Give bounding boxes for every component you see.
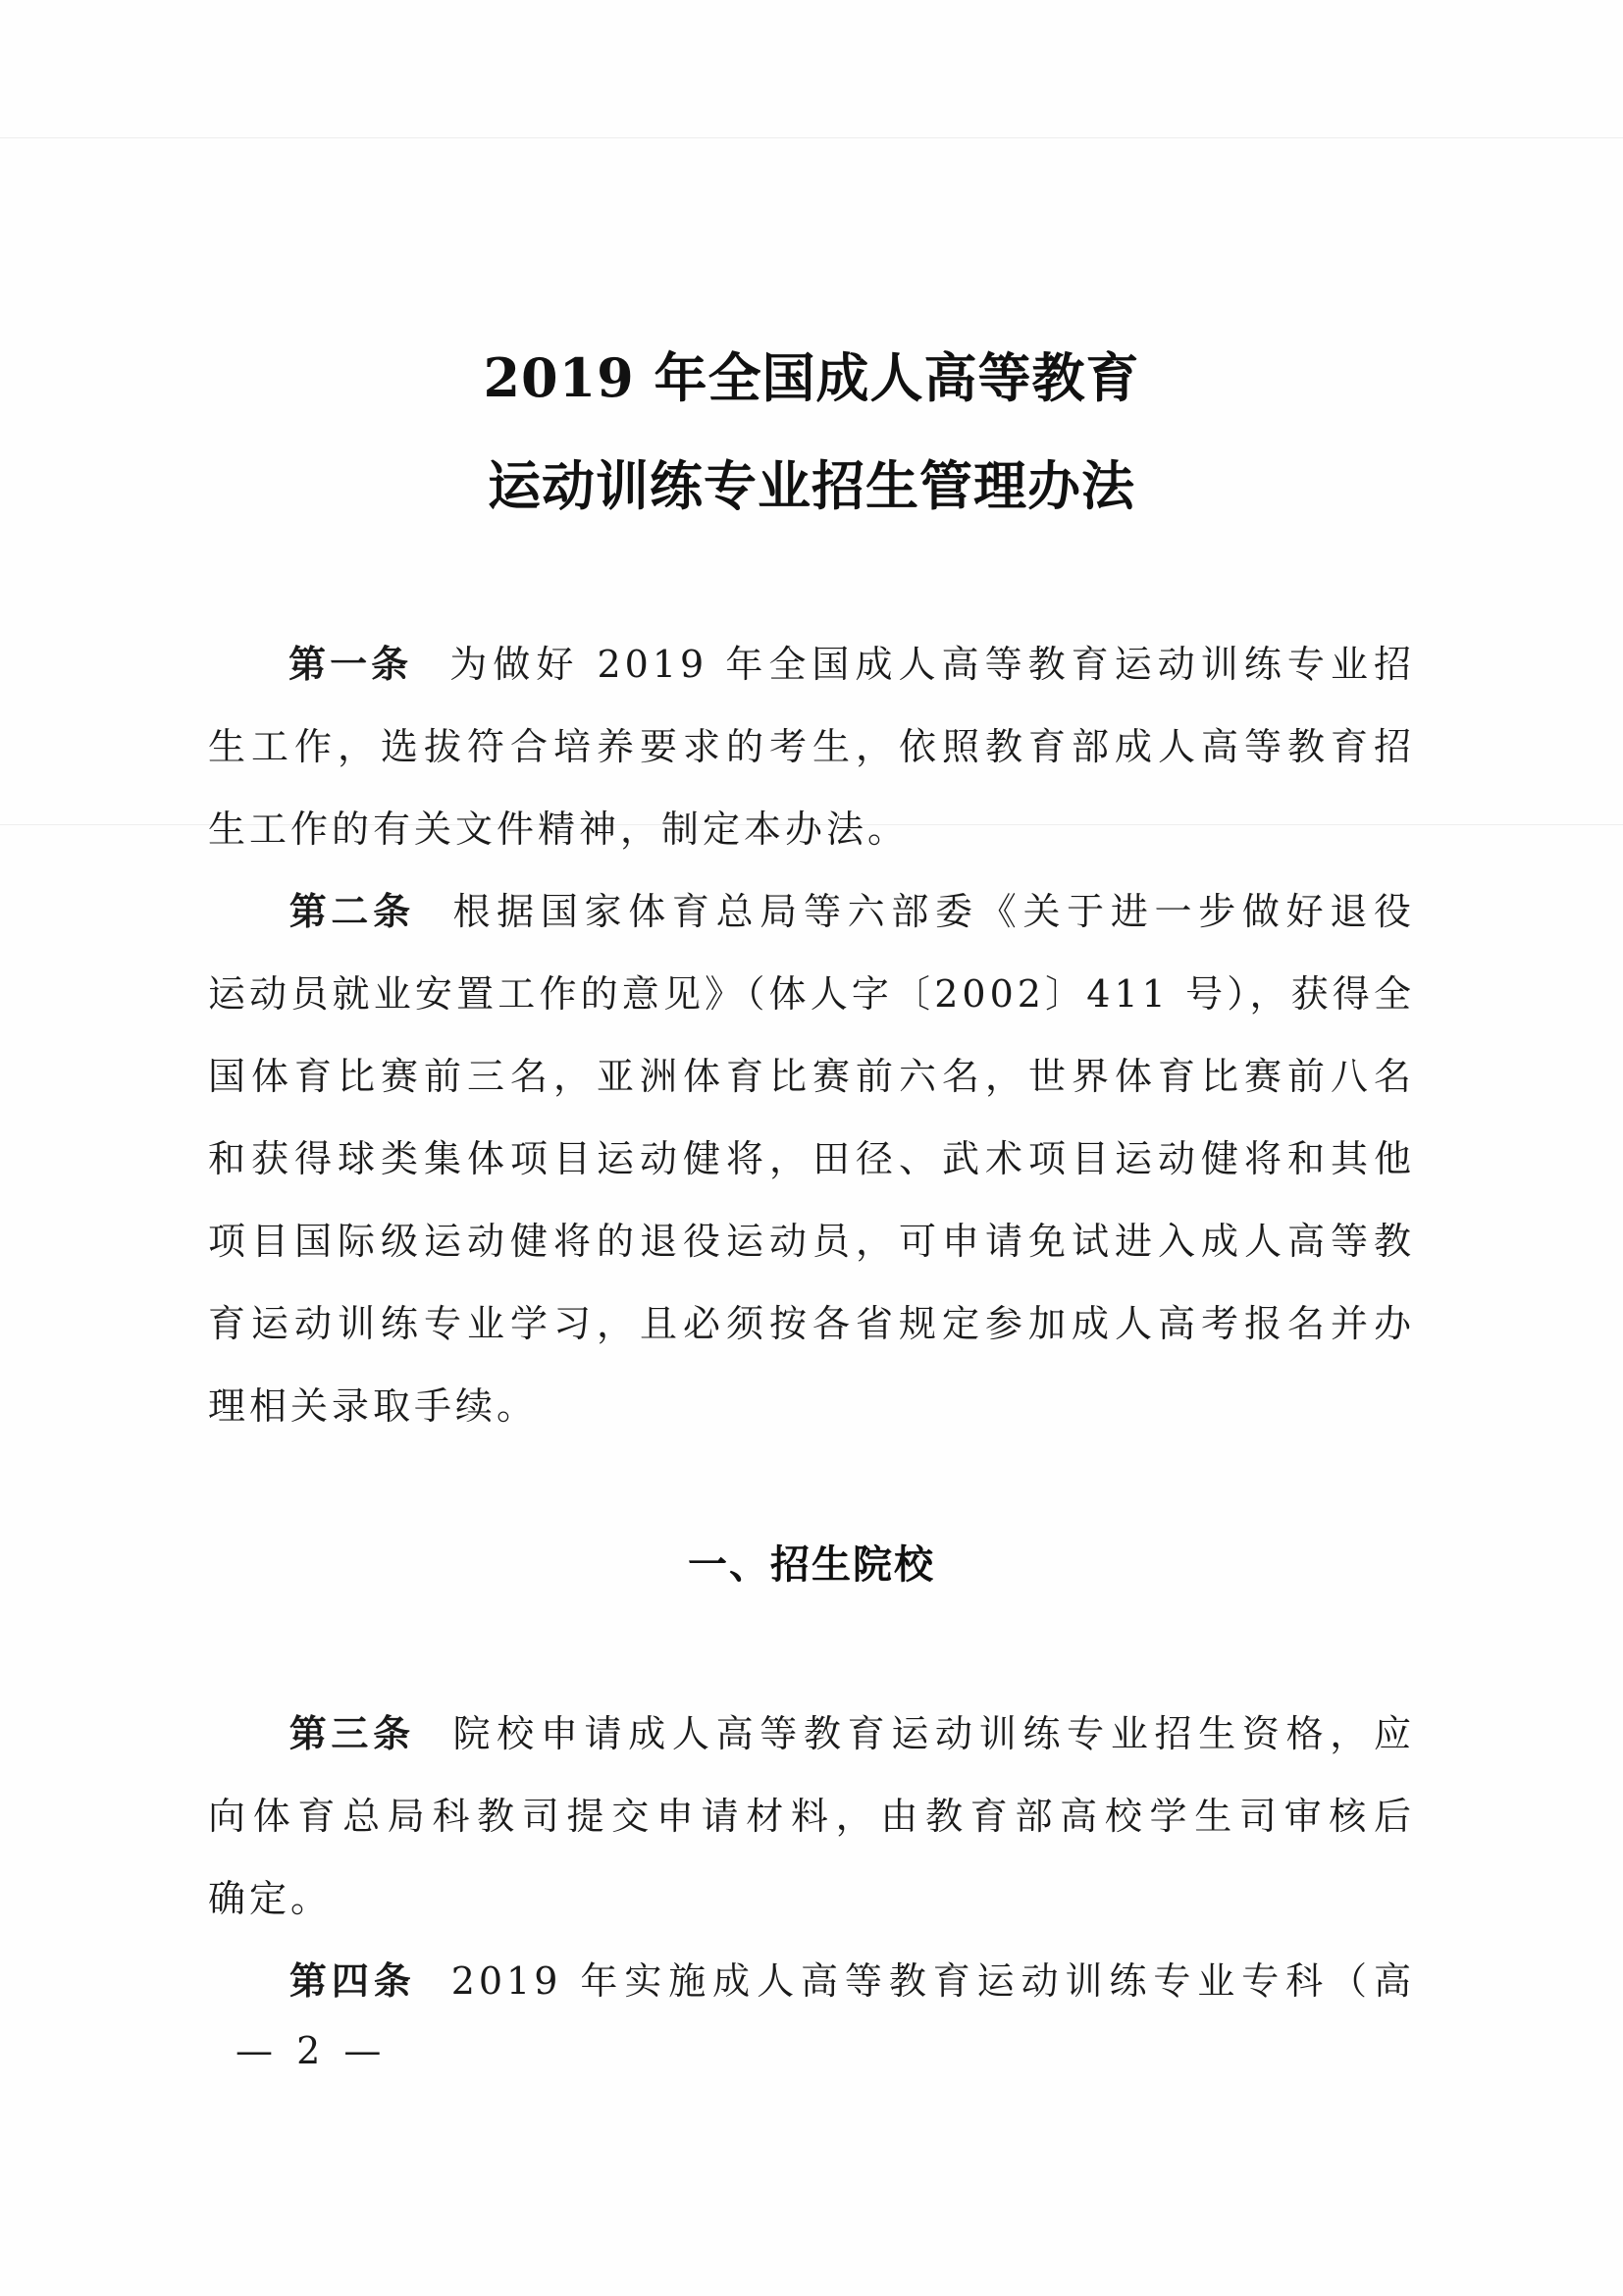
article-4-label: 第四条	[287, 1959, 416, 2003]
article-1-line-3: 生工作的有关文件精神，制定本办法。	[208, 808, 910, 851]
article-2-line-1: 第二条 根据国家体育总局等六部委《关于进一步做好退役	[287, 890, 1415, 933]
article-3-line-3: 确定。	[208, 1877, 333, 1920]
article-1	[208, 623, 1415, 870]
article-2-line-2: 运动员就业安置工作的意见》（体人字〔2002〕411 号），获得全	[208, 972, 1415, 1016]
article-3-line-2: 向体育总局科教司提交申请材料，由教育部高校学生司审核后	[208, 1795, 1415, 1838]
article-3-label: 第三条	[287, 1712, 415, 1755]
article-1-label: 第一条	[287, 643, 413, 686]
article-1-line-2: 生工作，选拔符合培养要求的考生，依照教育部成人高等教育招	[208, 725, 1415, 768]
article-2-line-3: 国体育比赛前三名，亚洲体育比赛前六名，世界体育比赛前八名	[208, 1055, 1415, 1098]
article-2-label: 第二条	[287, 890, 415, 933]
article-4-line-1: 第四条 2019 年实施成人高等教育运动训练专业专科（高	[287, 1959, 1415, 2003]
article-2-line-7: 理相关录取手续。	[208, 1384, 539, 1428]
article-2-line-5: 项目国际级运动健将的退役运动员，可申请免试进入成人高等教	[208, 1220, 1415, 1263]
page-number: — 2 —	[236, 2029, 388, 2072]
article-4	[208, 1940, 1415, 2022]
article-3	[208, 1693, 1415, 1940]
article-3-line-1: 第三条 院校申请成人高等教育运动训练专业招生资格，应	[287, 1712, 1415, 1755]
scan-artifact-line	[0, 137, 1623, 138]
document-title-line-2: 运动训练专业招生管理办法	[488, 454, 1135, 517]
article-1-line-1: 第一条 为做好 2019 年全国成人高等教育运动训练专业招	[287, 643, 1415, 686]
article-2-line-6: 育运动训练专业学习，且必须按各省规定参加成人高考报名并办	[208, 1302, 1415, 1345]
article-2	[208, 870, 1415, 1447]
article-2-line-4: 和获得球类集体项目运动健将，田径、武术项目运动健将和其他	[208, 1137, 1415, 1180]
section-heading-admission-institutions: 一、招生院校	[688, 1542, 935, 1588]
document-title-line-1: 2019 年全国成人高等教育	[483, 346, 1140, 409]
